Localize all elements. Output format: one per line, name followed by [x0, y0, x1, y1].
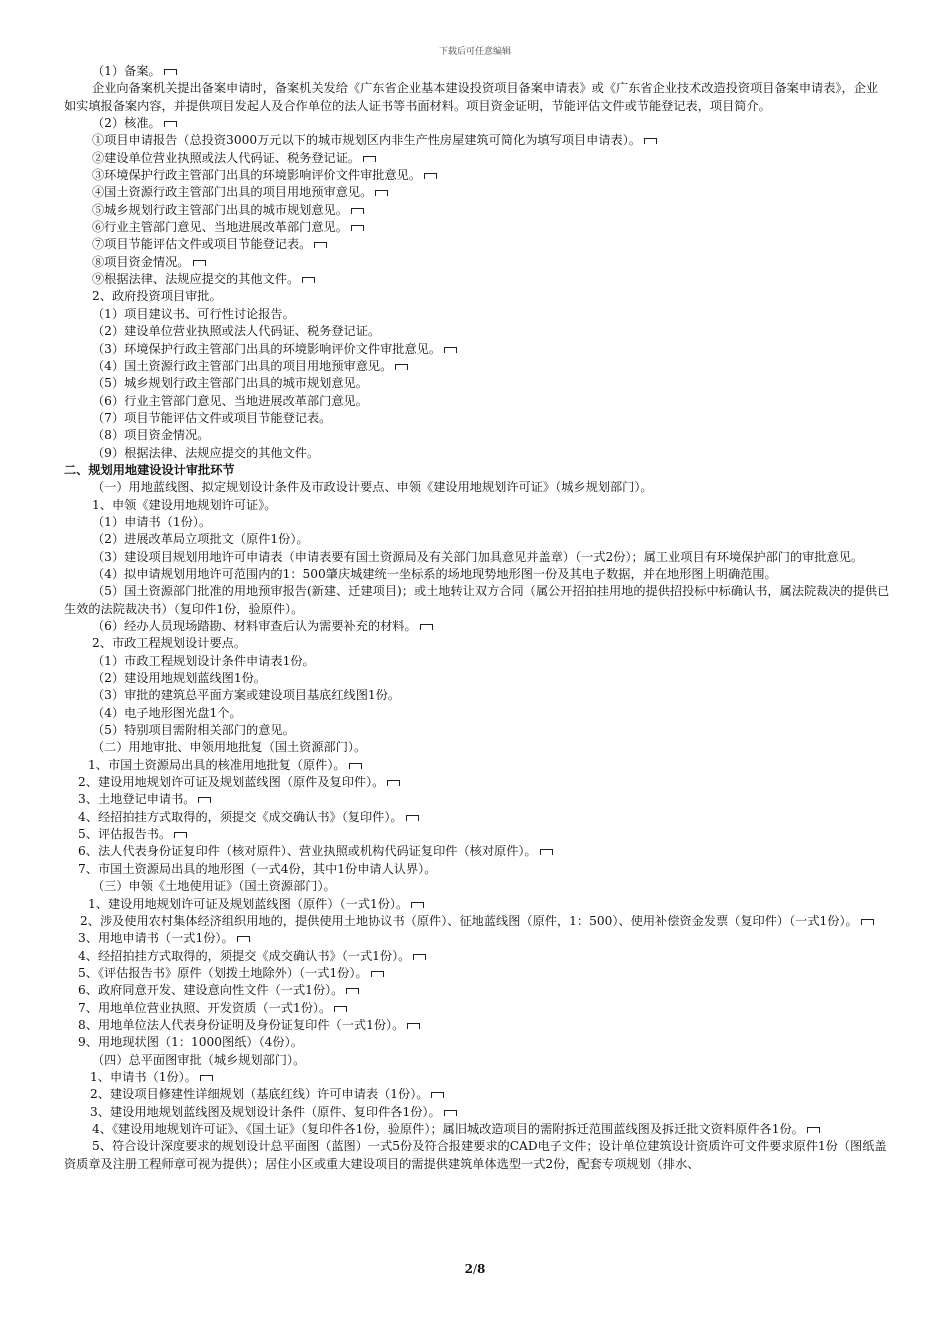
paragraph-mark-icon [411, 902, 424, 908]
line-text: 5、《评估报告书》原件（划拨土地除外）（一式1份）。 [78, 965, 368, 980]
line-text: 6、政府同意开发、建设意向性文件（一式1份）。 [78, 983, 344, 998]
line-text: （8）项目资金情况。 [92, 428, 210, 443]
line-text: （四）总平面图审批（城乡规划部门）。 [92, 1052, 306, 1067]
paragraph-line [64, 687, 890, 704]
line-text: （2）核准。 [92, 116, 161, 131]
line-text: （7）项目节能评估文件或项目节能登记表。 [92, 410, 332, 425]
line-text: 4、经招拍挂方式取得的，须提交《成交确认书》（复印件）。 [78, 809, 403, 824]
paragraph-line [64, 1138, 890, 1173]
paragraph-line [64, 948, 890, 965]
paragraph-line [64, 1121, 890, 1138]
line-text: （3）审批的建筑总平面方案或建设项目基底红线图1份。 [92, 688, 401, 703]
line-text: （三）申领《土地使用证》（国土资源部门）。 [92, 879, 336, 894]
paragraph-line [64, 288, 890, 305]
line-text: ③环境保护行政主管部门出具的环境影响评价文件审批意见。 [92, 168, 422, 183]
paragraph-mark-icon [314, 242, 327, 248]
paragraph-mark-icon [346, 988, 359, 994]
paragraph-mark-icon [200, 1075, 213, 1081]
paragraph-mark-icon [407, 1023, 420, 1029]
line-text: （1）备案。 [92, 64, 161, 78]
paragraph-line [64, 826, 890, 843]
line-text: 4、《建设用地规划许可证》、《国土证》（复印件各1份，验原件）；属旧城改造项目的需附拆迁范围蓝线图及拆迁批文资料原件各1份。 [92, 1121, 804, 1136]
line-text: 1、申请书（1份）。 [90, 1069, 197, 1084]
paragraph-line [64, 132, 890, 149]
line-text: （3）环境保护行政主管部门出具的环境影响评价文件审批意见。 [92, 341, 442, 356]
paragraph-line [64, 254, 890, 271]
document-body [64, 63, 890, 1173]
paragraph-mark-icon [363, 156, 376, 162]
paragraph-mark-icon [164, 69, 177, 75]
line-text: 企业向备案机关提出备案申请时，备案机关发给《广东省企业基本建设投资项目备案申请表》或《广东省企业技术改造投资项目备案申请表》，企业如实填报备案内容，并提供项目发起人及合作单位的法人证书等书面材料。项目资金证明，节能评估文件或节能登记表，项目简介。 [64, 81, 879, 113]
line-text: 9、用地现状图（1：1000图纸）（4份）。 [78, 1035, 303, 1050]
line-text: （二）用地审批、申领用地批复（国土资源部门）。 [92, 740, 367, 755]
paragraph-mark-icon [424, 173, 437, 179]
paragraph-line [64, 549, 890, 566]
paragraph-line [64, 809, 890, 826]
line-text: 5、符合设计深度要求的规划设计总平面图（蓝图）一式5份及符合报建要求的CAD电子文件；设计单位建筑设计资质许可文件要求原件1份（图纸盖资质章及注册工程师章可视为提供）；居住小区或重大建设项目的需提供建筑单体选型一式2份，配套专项规划（排水、 [64, 1139, 887, 1171]
line-text: 1、市国土资源局出具的核准用地批复（原件）。 [88, 757, 346, 772]
paragraph-line [64, 323, 890, 340]
line-text: ⑥行业主管部门意见、当地进展改革部门意见。 [92, 220, 348, 235]
line-text: （2）建设单位营业执照或法人代码证、税务登记证。 [92, 324, 381, 339]
paragraph-mark-icon [413, 954, 426, 960]
line-text: 5、评估报告书。 [78, 827, 172, 842]
paragraph-line [64, 653, 890, 670]
paragraph-line [64, 1086, 890, 1103]
paragraph-line [64, 410, 890, 427]
paragraph-mark-icon [375, 190, 388, 196]
line-text: （5）国土资源部门批准的用地预审报告(新建、迁建项目)；或土地转让双方合同（属公开招拍挂用地的提供招投标中标确认书，属法院裁决的提供已生效的法院裁决书）（复印件1份，验原件）。 [64, 584, 890, 616]
page-header: 下载后可任意编辑 [438, 47, 511, 57]
paragraph-line [64, 705, 890, 722]
paragraph-mark-icon [444, 1110, 457, 1116]
paragraph-mark-icon [387, 780, 400, 786]
paragraph-mark-icon [174, 832, 187, 838]
line-text: 2、市政工程规划设计要点。 [92, 636, 247, 651]
paragraph-line [64, 1069, 890, 1086]
paragraph-line [64, 531, 890, 548]
line-text: 3、用地申请书（一式1份）。 [78, 931, 234, 946]
paragraph-line [64, 965, 890, 982]
paragraph-line [64, 427, 890, 444]
page-number [0, 1262, 950, 1276]
paragraph-line [64, 358, 890, 375]
paragraph-line [64, 878, 890, 895]
line-text: 7、用地单位营业执照、开发资质（一式1份）。 [78, 1000, 332, 1015]
paragraph-mark-icon [193, 260, 206, 266]
paragraph-line [64, 271, 890, 288]
paragraph-mark-icon [540, 849, 553, 855]
line-text: ②建设单位营业执照或法人代码证、税务登记证。 [92, 150, 361, 165]
paragraph-line [64, 774, 890, 791]
line-text: （6）行业主管部门意见、当地进展改革部门意见。 [92, 393, 368, 408]
paragraph-line [64, 722, 890, 739]
line-text: 6、法人代表身份证复印件（核对原件）、营业执照或机构代码证复印件（核对原件）。 [78, 844, 537, 859]
paragraph-mark-icon [351, 225, 364, 231]
paragraph-line [64, 930, 890, 947]
line-text: 1、申领《建设用地规划许可证》。 [92, 497, 277, 512]
line-text: ⑨根据法律、法规应提交的其他文件。 [92, 272, 300, 287]
paragraph-line [64, 757, 890, 774]
paragraph-line [64, 63, 890, 80]
line-text: ⑦项目节能评估文件或项目节能登记表。 [92, 237, 312, 252]
paragraph-mark-icon [334, 1006, 347, 1012]
paragraph-line [64, 80, 890, 115]
total-pages: 8 [477, 1262, 486, 1276]
paragraph-line [64, 115, 890, 132]
line-text: 3、建设用地规划蓝线图及规划设计条件（原件、复印件各1份）。 [90, 1104, 441, 1119]
line-text: （9）根据法律、法规应提交的其他文件。 [92, 445, 320, 460]
paragraph-line [64, 791, 890, 808]
line-text: 4、经招拍挂方式取得的，须提交《成交确认书》（一式1份）。 [78, 948, 411, 963]
line-text: （3）建设项目规划用地许可申请表（申请表要有国土资源局及有关部门加具意见并盖章）（一式2份）；属工业项目有环境保护部门的审批意见。 [92, 549, 864, 564]
line-text: ①项目申请报告（总投资3000万元以下的城市规划区内非生产性房屋建筑可简化为填写项目申请表）。 [92, 133, 641, 148]
page-separator: / [472, 1262, 478, 1276]
line-text: （2）建设用地规划蓝线图1份。 [92, 671, 266, 686]
paragraph-line [64, 618, 890, 635]
paragraph-line [64, 861, 890, 878]
line-text: （1）市政工程规划设计条件申请表1份。 [92, 653, 315, 668]
paragraph-line [64, 635, 890, 652]
line-text: （一）用地蓝线图、拟定规划设计条件及市政设计要点、申领《建设用地规划许可证》（城乡规划部门）。 [92, 480, 653, 495]
line-text: ⑤城乡规划行政主管部门出具的城市规划意见。 [92, 202, 348, 217]
paragraph-mark-icon [349, 763, 362, 769]
paragraph-line [64, 1104, 890, 1121]
line-text: （5）城乡规划行政主管部门出具的城市规划意见。 [92, 376, 368, 391]
line-text: 1、建设用地规划许可证及规划蓝线图（原件）（一式1份）。 [88, 896, 409, 911]
current-page: 2 [464, 1262, 473, 1276]
paragraph-line [64, 306, 890, 323]
line-text: （6）经办人员现场踏勘、材料审查后认为需要补充的材料。 [92, 619, 417, 633]
line-text: （1）项目建议书、可行性讨论报告。 [92, 306, 295, 321]
paragraph-mark-icon [395, 364, 408, 370]
line-text: ⑧项目资金情况。 [92, 254, 190, 269]
paragraph-mark-icon [351, 208, 364, 214]
paragraph-mark-icon [420, 624, 433, 630]
paragraph-line [64, 184, 890, 201]
paragraph-line [64, 739, 890, 756]
paragraph-mark-icon [807, 1127, 820, 1133]
paragraph-line [64, 566, 890, 583]
paragraph-mark-icon [431, 1092, 444, 1098]
paragraph-line [64, 479, 890, 496]
paragraph-line [64, 167, 890, 184]
line-text: 7、市国土资源局出具的地形图（一式4份，其中1份申请人认界）。 [78, 861, 437, 876]
paragraph-line [64, 843, 890, 860]
line-text: （2）进展改革局立项批文（原件1份）。 [92, 532, 309, 547]
paragraph-line [64, 913, 890, 930]
paragraph-mark-icon [644, 138, 657, 144]
paragraph-line [64, 445, 890, 462]
line-text: 3、土地登记申请书。 [78, 792, 196, 807]
paragraph-line [64, 1017, 890, 1034]
line-text: 8、用地单位法人代表身份证明及身份证复印件（一式1份）。 [78, 1017, 405, 1032]
line-text: 2、建设项目修建性详细规划（基底红线）许可申请表（1份）。 [90, 1087, 429, 1102]
paragraph-line [64, 497, 890, 514]
line-text: 2、建设用地规划许可证及规划蓝线图（原件及复印件）。 [78, 775, 385, 790]
paragraph-line [64, 982, 890, 999]
paragraph-line [64, 393, 890, 410]
line-text: （4）拟申请规划用地许可范围内的1：500肇庆城建统一坐标系的场地现势地形图一份及其电子数据，并在地形图上明确范围。 [92, 566, 777, 581]
paragraph-line [64, 583, 890, 618]
paragraph-line [64, 670, 890, 687]
paragraph-line [64, 219, 890, 236]
paragraph-line [64, 1034, 890, 1051]
paragraph-mark-icon [406, 815, 419, 821]
line-text: 2、涉及使用农村集体经济组织用地的，提供使用土地协议书（原件）、征地蓝线图（原件，1：500）、使用补偿资金发票（复印件）（一式1份）。 [80, 913, 858, 928]
paragraph-line [64, 202, 890, 219]
line-text: （1）申请书（1份）。 [92, 514, 212, 529]
section-heading [64, 462, 890, 479]
line-text: ④国土资源行政主管部门出具的项目用地预审意见。 [92, 185, 373, 200]
paragraph-line [64, 236, 890, 253]
paragraph-line [64, 150, 890, 167]
paragraph-mark-icon [444, 347, 457, 353]
paragraph-line [64, 375, 890, 392]
paragraph-mark-icon [164, 121, 177, 127]
paragraph-line [64, 341, 890, 358]
paragraph-mark-icon [237, 936, 250, 942]
line-text: 2、政府投资项目审批。 [92, 289, 222, 304]
paragraph-line [64, 1052, 890, 1069]
line-text: （4）国土资源行政主管部门出具的项目用地预审意见。 [92, 358, 393, 373]
paragraph-line [64, 1000, 890, 1017]
paragraph-mark-icon [198, 797, 211, 803]
paragraph-line [64, 514, 890, 531]
line-text: （4）电子地形图光盘1个。 [92, 705, 242, 720]
paragraph-line [64, 896, 890, 913]
paragraph-mark-icon [371, 971, 384, 977]
line-text: （5）特别项目需附相关部门的意见。 [92, 723, 295, 738]
paragraph-mark-icon [861, 919, 874, 925]
paragraph-mark-icon [302, 277, 315, 283]
line-text: 二、规划用地建设设计审批环节 [64, 462, 235, 477]
